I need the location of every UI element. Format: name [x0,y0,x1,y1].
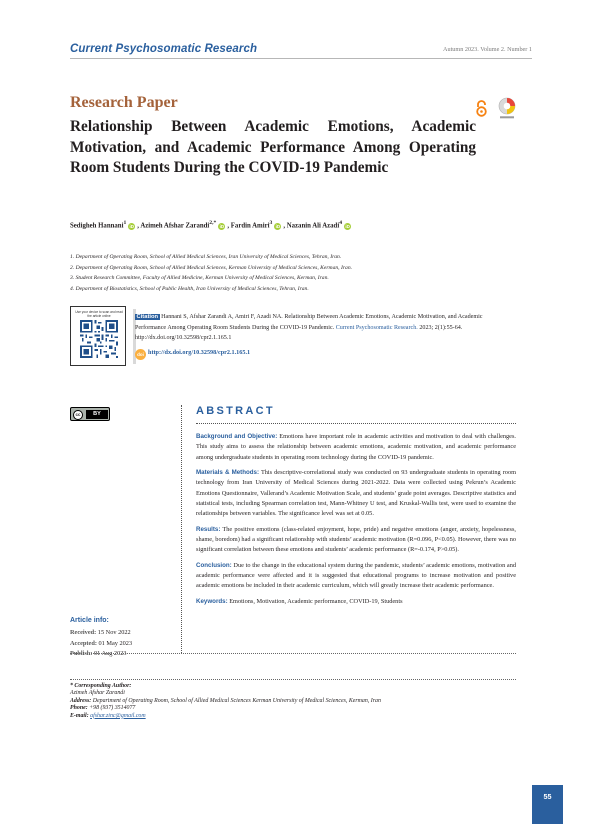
abstract-results [196,525,516,556]
citation-text: Hannani S, Afshar Zarandi A, Amiri F, Azadi NA. Relationship Between Academic Emotions, Academic Motivation, and Academic Performance Among Operating Room Students During the COVID-19 Pandemic. [135,314,483,331]
section-text: Due to the change in the educational system during the pandemic, students’ academic emotions, motivation and academic performance were affected and it is suggested that educational programs to increase motivation and positive academic emotions be included in their academic curriculum, which will greatly increase their academic performance. [196,561,516,590]
keywords-text: Emotions, Motivation, Academic performance, COVID-19, Students [227,597,403,605]
paper-type: Research Paper [70,94,178,111]
section-label: Results: [196,525,221,533]
corr-address: Address: Department of Operating Room, School of Allied Medical Sciences Kerman University of Medical Sciences, Kerman, Iran [70,697,381,704]
section-text: Emotions have important role in academic activities and motivation to deal with challenges. This study aims to assess the relationship between academic emotions, academic motivation, and academic performance among undergraduate students in operating room technology during the COVID-19 pandemic. [196,433,516,461]
journal-name: Current Psychosomatic Research [70,43,258,55]
corr-email: E-mail: afshar.zinc@gmail.com [70,712,146,719]
accepted-label: Accepted: [70,639,97,647]
cc-by-label: BY [86,410,108,419]
author-list: Sedigheh Hannani$^1$iD , Azimeh Afshar Zarandi$^{2,*}$iD , Fardin Amiri$^3$iD , Nazanin Ali Azadi$^4$iD [70,220,350,230]
abstract-body [196,432,516,612]
citation-block [135,312,515,344]
publish-date: 01 Aug 2023 [92,650,127,657]
orcid-icon[interactable]: iD [219,224,225,230]
author-name: Nazanin Ali Azadi [286,222,340,230]
orcid-icon[interactable]: iD [275,224,281,230]
author-affil: 4 [339,220,343,226]
section-text: The positive emotions (class-related enjoyment, hope, pride) and negative emotions (anger, anxiety, hopelessness, shame, boredom) had a significant relationship with students’ academic motivation (R=0.096, P<0.05). However, there was no significant correlation between these emotions and students’ academic performance (R=-0.174, P>0.05). [196,525,516,554]
qr-code-icon[interactable] [80,320,118,358]
corresponding-author [70,683,540,720]
author-affil: 2,* [209,220,217,226]
received-date: 15 Nov 2022 [96,629,131,636]
open-access-icon [476,100,487,117]
keywords-label: Keywords: [196,597,228,605]
corr-heading: * Corresponding Author: [70,683,132,689]
section-text: This descriptive-correlational study was conducted on 93 undergraduate students in operating room technology from Iran University of Medical Sciences during 2021-2022. Data were collected using Pekrun’s Academic Emotions Questionnaire, Vallerand’s Academic Motivation Scale, and students’ grade point averages. Descriptive statistics and statistical tests, including Spearman correlation test, Mann-Whitney U test, and Kruskal-Wallis test, were used to examine the relationships between variables. The significance level was set at 0.05. [196,469,516,518]
qr-caption: Use your device to scan and read the article online [75,310,123,318]
author-affil: 3 [269,220,273,226]
section-label: Materials & Methods: [196,469,260,477]
orcid-icon[interactable]: iD [129,224,135,230]
footnote-divider [70,679,516,680]
orcid-icon[interactable]: iD [345,224,350,230]
author-name: Fardin Amiri [230,222,270,230]
affiliation-item: 2. Department of Operating Room, School of Allied Medical Sciences, Kerman University of Medical Sciences, Kerman, Iran. [70,264,353,271]
affiliation-item: 1. Department of Operating Room, School of Allied Medical Sciences, Iran University of Medical Sciences, Tehran, Iran. [70,254,342,260]
cc-license-badge[interactable] [70,407,110,421]
doi-link[interactable]: http://dx.doi.org/10.32598/cpr2.1.165.1 [148,349,251,356]
email-link[interactable]: afshar.zinc@gmail.com [90,712,146,719]
page-number: 55 [532,785,563,824]
affiliation-item: 3. Student Research Committee, Faculty of Allied Medicine, Kerman University of Medical Sciences, Kerman, Iran. [70,275,329,282]
received-row [70,628,132,639]
abstract-rule [196,423,516,424]
abstract-methods [196,468,516,519]
abstract-background [196,432,516,463]
citation-tail: 2023; 2(1):55-64. http://dx.doi.org/10.32598/cpr2.1.165.1 [135,324,463,341]
accepted-date: 01 May 2023 [96,639,133,647]
issue-info: Autumn 2023. Volume 2. Number 1 [443,46,532,53]
header-rule [70,58,532,59]
cc-logo: cc [73,410,83,420]
section-label: Background and Objective: [196,433,278,440]
doi-icon: doi [135,349,146,360]
article-title: Relationship Between Academic Emotions, Academic Motivation, and Academic Performance Among Operating Room Students During the COVID-19 Pandemic [70,118,476,176]
section-divider [70,653,516,654]
received-label: Received: [70,629,97,636]
crossmark-icon[interactable] [498,97,516,120]
abstract-keywords [196,597,516,607]
column-divider [181,405,182,653]
author-affil: 1 [123,220,127,226]
author-name: Azimeh Afshar Zarandi [140,222,210,230]
citation-journal[interactable]: Current Psychosomatic Research. [335,324,418,331]
abstract-heading: ABSTRACT [196,405,275,417]
qr-code-box [70,306,126,366]
corr-name: Azimeh Afshar Zarandi [70,690,125,697]
citation-label: Citation [136,314,159,320]
accepted-row [70,639,132,650]
abstract-conclusion [196,561,516,592]
publish-label: Publish: [70,650,93,657]
affiliation-item: 4. Department of Biostatistics, School of Public Health, Iran University of Medical Sciences, Tehran, Iran. [70,285,309,292]
doi-row [135,349,250,360]
publish-row [70,649,132,660]
author-name: Sedigheh Hannani [70,222,124,230]
corr-phone: Phone: +98 (937) 3514077 [70,705,136,712]
section-label: Conclusion: [196,561,232,569]
affiliations [70,252,530,294]
article-info-heading: Article info: [70,617,109,624]
